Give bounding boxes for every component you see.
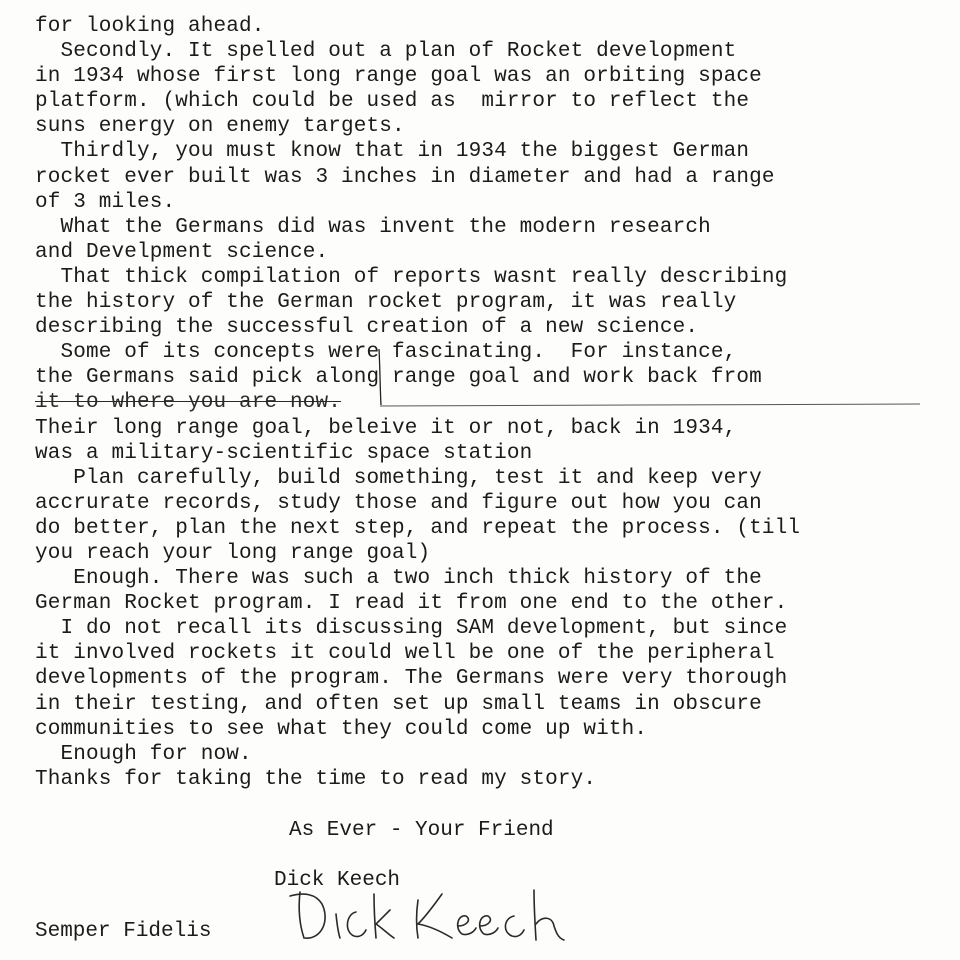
letter-line: communities to see what they could come up with.: [35, 717, 648, 741]
letter-line: rocket ever built was 3 inches in diameter and had a range: [35, 165, 775, 189]
letter-line: Secondly. It spelled out a plan of Rocket development: [35, 40, 737, 64]
letter-line: Enough. There was such a two inch thick history of the: [35, 567, 762, 591]
letter-line: the history of the German rocket program, it was really: [35, 291, 737, 315]
letter-line: What the Germans did was invent the modern research: [35, 215, 711, 239]
letter-line: for looking ahead.: [35, 15, 265, 38]
letter-line: German Rocket program. I read it from one end to the other.: [35, 592, 788, 616]
insertion-mark: [377, 347, 385, 407]
letter-line: platform. (which could be used as mirror to reflect the: [35, 90, 750, 114]
letter-line: That thick compilation of reports wasnt really describing: [35, 265, 788, 289]
letter-line: and Develpment science.: [35, 240, 329, 264]
letter-line: developments of the program. The Germans were very thorough: [35, 667, 788, 691]
letter-line: suns energy on enemy targets.: [35, 115, 405, 139]
letter-line: accrurate records, study those and figure out how you can: [35, 491, 762, 515]
typed-name: Dick Keech: [274, 869, 401, 892]
sign-off-motto: Semper Fidelis: [35, 920, 212, 943]
letter-line: it involved rockets it could well be one of the peripheral: [35, 642, 775, 666]
closing-line: As Ever - Your Friend: [289, 819, 554, 842]
letter-line-struck-through: it to where you are now.: [35, 391, 342, 415]
letter-line: you reach your long range goal): [35, 541, 431, 565]
letter-line: I do not recall its discussing SAM development, but since: [35, 617, 788, 641]
letter-line: the Germans said pick along range goal and work back from: [35, 366, 762, 390]
letter-line: in their testing, and often set up small teams in obscure: [35, 692, 762, 716]
letter-line: describing the successful creation of a new science.: [35, 316, 699, 340]
letter-line: of 3 miles.: [35, 190, 176, 214]
letter-line: do better, plan the next step, and repeat the process. (till: [35, 516, 801, 540]
letter-line: was a military-scientific space station: [35, 441, 533, 465]
letter-line: Thanks for taking the time to read my story.: [35, 767, 597, 791]
letter-line: Some of its concepts were fascinating. For instance,: [35, 341, 737, 365]
strike-line: [380, 403, 920, 409]
handwritten-signature: [282, 880, 582, 950]
letter-line: Thirdly, you must know that in 1934 the biggest German: [35, 140, 750, 164]
letter-line: Their long range goal, beleive it or not, back in 1934,: [35, 416, 737, 440]
letter-line: Plan carefully, build something, test it and keep very: [35, 466, 762, 490]
letter-line: Enough for now.: [35, 742, 252, 766]
letter-line: in 1934 whose first long range goal was an orbiting space: [35, 65, 762, 89]
